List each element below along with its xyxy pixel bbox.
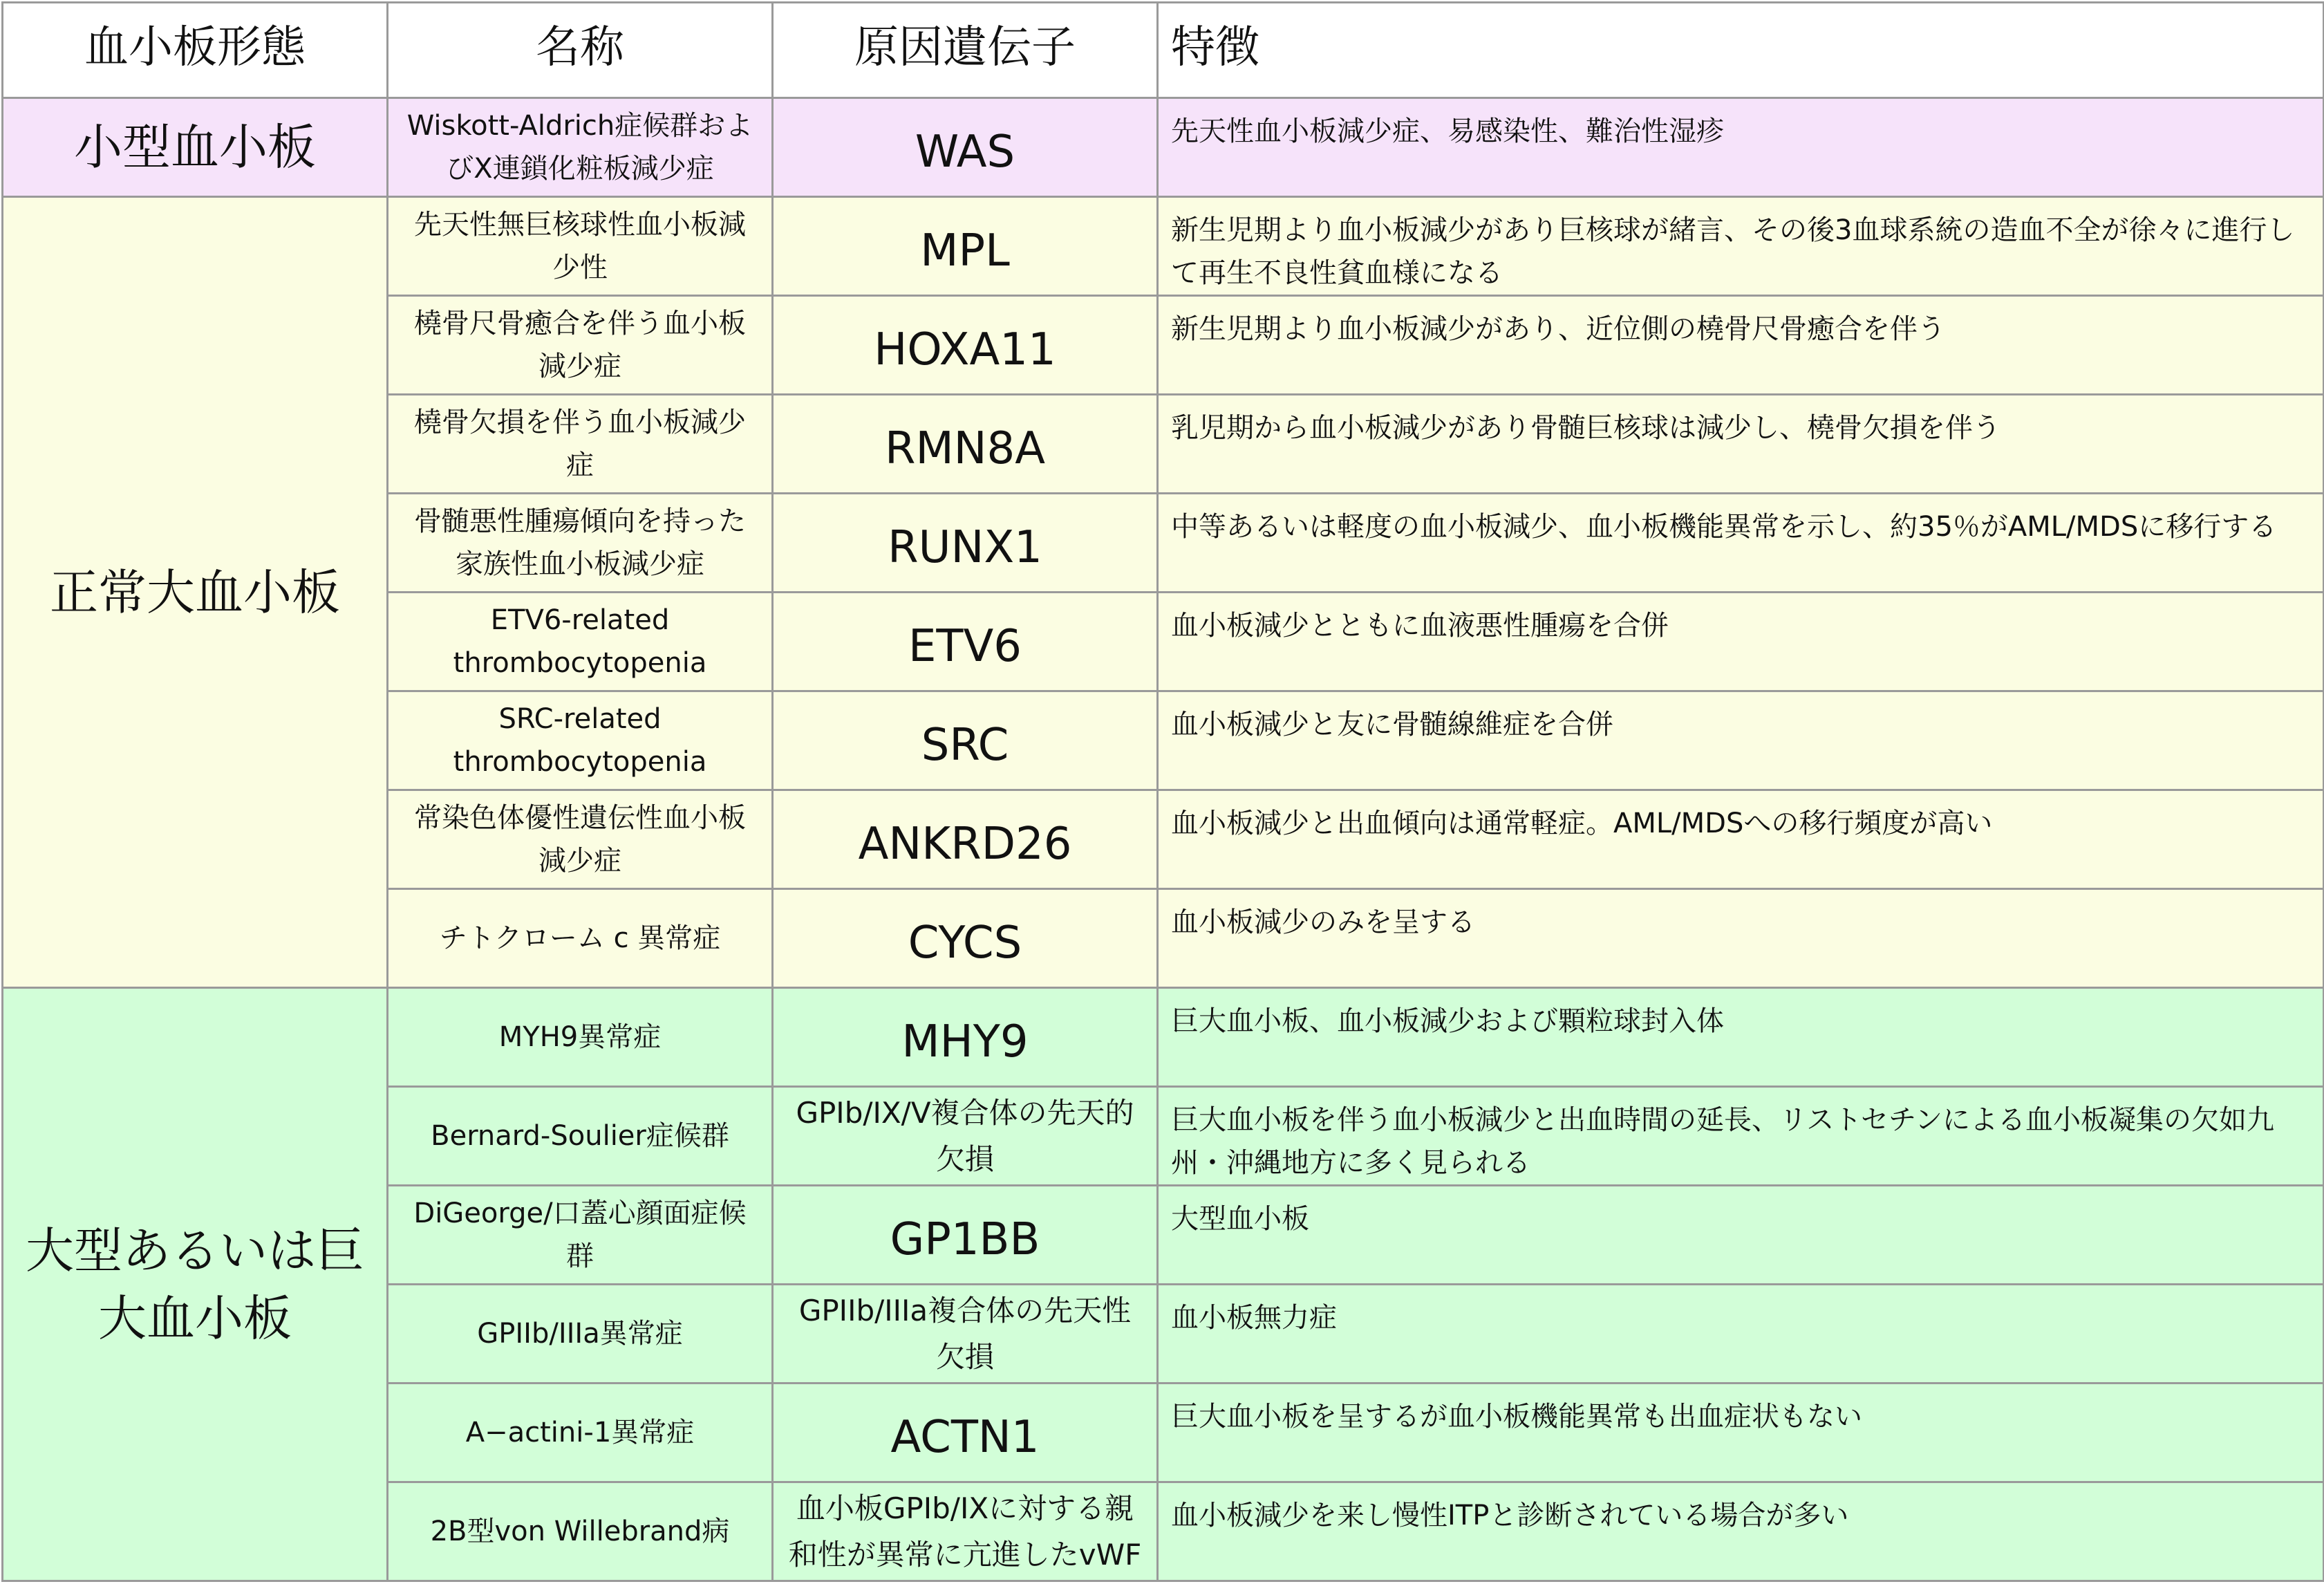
features: 中等あるいは軽度の血小板減少、血小板機能異常を示し、約35％がAML/MDSに移行する xyxy=(1158,494,2324,593)
causal-gene: RMN8A xyxy=(773,395,1158,494)
features: 乳児期から血小板減少があり骨髄巨核球は減少し、橈骨欠損を伴う xyxy=(1158,395,2324,494)
disease-name: GPIIb/IIIa異常症 xyxy=(388,1285,773,1384)
disease-name: A−actini-1異常症 xyxy=(388,1384,773,1482)
disease-name: チトクローム c 異常症 xyxy=(388,889,773,988)
header-row xyxy=(3,3,2324,98)
header-name: 名称 xyxy=(388,3,773,98)
table-row xyxy=(3,197,2324,296)
features: 新生児期より血小板減少があり、近位側の橈骨尺骨癒合を伴う xyxy=(1158,296,2324,395)
disease-name: MYH9異常症 xyxy=(388,988,773,1087)
features: 巨大血小板、血小板減少および顆粒球封入体 xyxy=(1158,988,2324,1087)
features: 巨大血小板を伴う血小板減少と出血時間の延長、リストセチンによる血小板凝集の欠如九州・沖縄地方に多く見られる xyxy=(1158,1087,2324,1186)
disease-name: 2B型von Willebrand病 xyxy=(388,1482,773,1581)
causal-gene: RUNX1 xyxy=(773,494,1158,593)
causal-gene: CYCS xyxy=(773,889,1158,988)
features: 血小板無力症 xyxy=(1158,1285,2324,1384)
causal-gene: ACTN1 xyxy=(773,1384,1158,1482)
causal-gene: MPL xyxy=(773,197,1158,296)
causal-gene: ANKRD26 xyxy=(773,790,1158,889)
platelet-disorder-table xyxy=(1,1,2324,1582)
causal-gene: GPIb/IX/V複合体の先天的欠損 xyxy=(773,1087,1158,1186)
disease-name: ETV6-related thrombocytopenia xyxy=(388,593,773,691)
causal-gene: GPIIb/IIIa複合体の先天性欠損 xyxy=(773,1285,1158,1384)
features: 血小板減少とともに血液悪性腫瘍を合併 xyxy=(1158,593,2324,691)
disease-name: 先天性無巨核球性血小板減少性 xyxy=(388,197,773,296)
causal-gene: 血小板GPIb/IXに対する親和性が異常に亢進したvWF xyxy=(773,1482,1158,1581)
disease-name: 骨髄悪性腫瘍傾向を持った家族性血小板減少症 xyxy=(388,494,773,593)
table-row xyxy=(3,98,2324,197)
causal-gene: GP1BB xyxy=(773,1186,1158,1285)
group-normal-platelet: 正常大血小板 xyxy=(3,197,388,988)
causal-gene: WAS xyxy=(773,98,1158,197)
disease-name: 橈骨欠損を伴う血小板減少症 xyxy=(388,395,773,494)
disease-name: 常染色体優性遺伝性血小板減少症 xyxy=(388,790,773,889)
features: 血小板減少のみを呈する xyxy=(1158,889,2324,988)
features: 巨大血小板を呈するが血小板機能異常も出血症状もない xyxy=(1158,1384,2324,1482)
disease-name: Bernard-Soulier症候群 xyxy=(388,1087,773,1186)
causal-gene: ETV6 xyxy=(773,593,1158,691)
causal-gene: MHY9 xyxy=(773,988,1158,1087)
features: 新生児期より血小板減少があり巨核球が緒言、その後3血球系統の造血不全が徐々に進行して再生不良性貧血様になる xyxy=(1158,197,2324,296)
features: 先天性血小板減少症、易感染性、難治性湿疹 xyxy=(1158,98,2324,197)
causal-gene: HOXA11 xyxy=(773,296,1158,395)
causal-gene: SRC xyxy=(773,691,1158,790)
table-row xyxy=(3,988,2324,1087)
header-morphology: 血小板形態 xyxy=(3,3,388,98)
disease-name: Wiskott-Aldrich症候群およびX連鎖化粧板減少症 xyxy=(388,98,773,197)
header-features: 特徴 xyxy=(1158,3,2324,98)
features: 血小板減少と出血傾向は通常軽症。AML/MDSへの移行頻度が高い xyxy=(1158,790,2324,889)
disease-name: SRC-related thrombocytopenia xyxy=(388,691,773,790)
disease-name: 橈骨尺骨癒合を伴う血小板減少症 xyxy=(388,296,773,395)
group-large-platelet: 大型あるいは巨大血小板 xyxy=(3,988,388,1581)
features: 血小板減少を来し慢性ITPと診断されている場合が多い xyxy=(1158,1482,2324,1581)
features: 大型血小板 xyxy=(1158,1186,2324,1285)
group-small-platelet: 小型血小板 xyxy=(3,98,388,197)
features: 血小板減少と友に骨髄線維症を合併 xyxy=(1158,691,2324,790)
header-gene: 原因遺伝子 xyxy=(773,3,1158,98)
disease-name: DiGeorge/口蓋心顔面症候群 xyxy=(388,1186,773,1285)
